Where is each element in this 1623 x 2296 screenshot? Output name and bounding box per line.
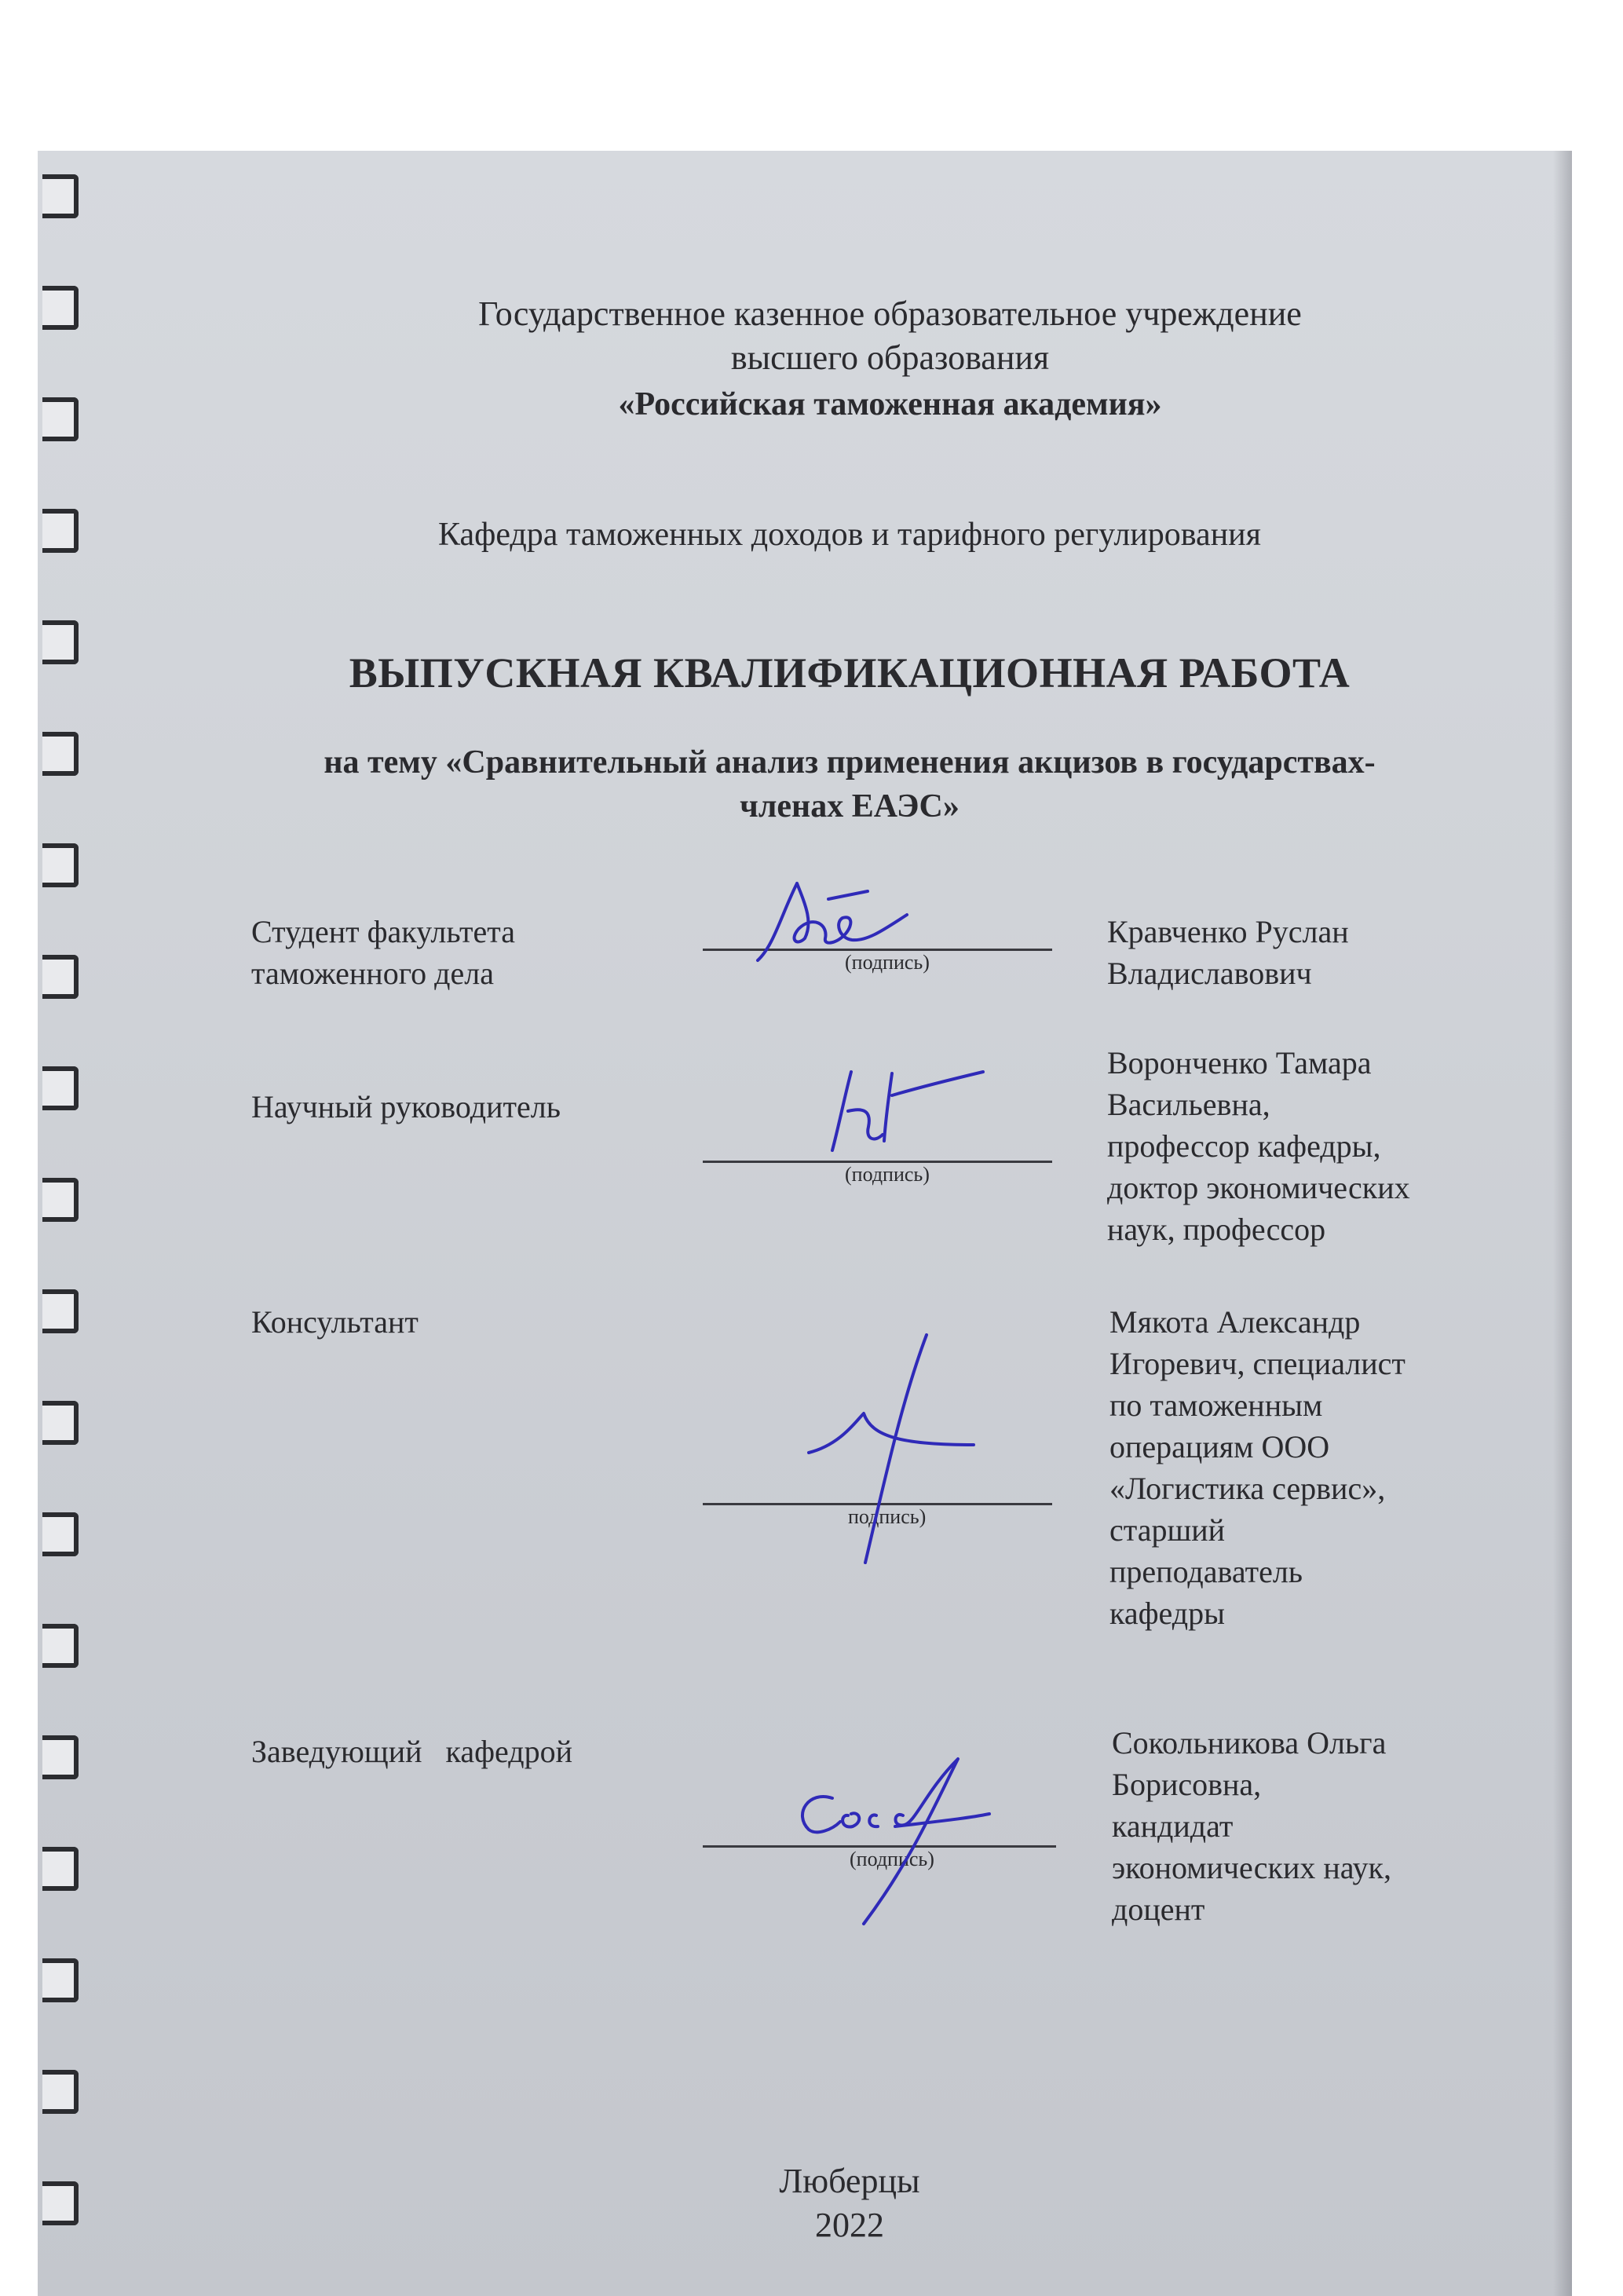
name-line: по таможенным <box>1109 1387 1323 1423</box>
binding-ring <box>42 1066 79 1110</box>
name-line: операциям ООО <box>1109 1429 1330 1464</box>
student-role <box>251 911 515 994</box>
student-name <box>1107 911 1349 994</box>
name-line: Воронченко Тамара <box>1107 1045 1372 1080</box>
supervisor-signature <box>817 1064 989 1158</box>
name-line: экономических наук, <box>1112 1850 1391 1885</box>
role-line: Заведующий кафедрой <box>251 1734 573 1769</box>
name-line: Борисовна, <box>1112 1767 1262 1802</box>
student-signature <box>750 868 938 970</box>
year: 2022 <box>815 2206 884 2244</box>
name-line: старший <box>1109 1512 1226 1548</box>
binding-ring <box>42 1847 79 1891</box>
name-line: кандидат <box>1112 1808 1234 1844</box>
role-line: Студент факультета <box>251 914 515 949</box>
binding-ring <box>42 1289 79 1333</box>
document-title: ВЫПУСКНАЯ КВАЛИФИКАЦИОННАЯ РАБОТА <box>349 649 1351 696</box>
name-line: Мякота Александр <box>1109 1304 1361 1340</box>
binding-ring <box>42 1735 79 1779</box>
binding-ring <box>42 843 79 887</box>
topic-line-2: членах ЕАЭС» <box>740 788 960 824</box>
role-line: таможенного дела <box>251 956 494 991</box>
role-line: Консультант <box>251 1304 419 1340</box>
supervisor-role <box>251 1086 561 1128</box>
head-signature <box>777 1743 1005 1932</box>
topic-line-1: на тему «Сравнительный анализ применения акцизов в государствах- <box>324 744 1376 781</box>
binding-ring <box>42 2070 79 2114</box>
signature-caption: (подпись) <box>850 1848 934 1870</box>
name-line: доктор экономических <box>1107 1170 1410 1205</box>
consultant-role <box>251 1301 419 1343</box>
role-line: Научный руководитель <box>251 1089 561 1124</box>
name-line: преподаватель <box>1109 1554 1303 1589</box>
spiral-binding <box>38 151 93 2296</box>
department-name: Кафедра таможенных доходов и тарифного регулирования <box>438 517 1261 553</box>
name-line: Сокольникова Ольга <box>1112 1725 1387 1760</box>
name-line: Васильевна, <box>1107 1087 1270 1122</box>
binding-ring <box>42 1958 79 2002</box>
signature-caption: подпись) <box>848 1505 927 1528</box>
supervisor-name <box>1107 1042 1410 1250</box>
binding-ring <box>42 1178 79 1222</box>
signature-caption: (подпись) <box>845 951 930 974</box>
binding-ring <box>42 174 79 218</box>
name-line: наук, профессор <box>1107 1212 1326 1247</box>
name-line: Игоревич, специалист <box>1109 1346 1406 1381</box>
binding-ring <box>42 1512 79 1556</box>
name-line: Кравченко Руслан <box>1107 914 1349 949</box>
head-role <box>251 1731 572 1772</box>
name-line: доцент <box>1112 1892 1205 1927</box>
name-line: Владиславович <box>1107 956 1312 991</box>
academy-name: «Российская таможенная академия» <box>618 386 1162 422</box>
name-line: «Логистика сервис», <box>1109 1471 1386 1506</box>
binding-ring <box>42 1401 79 1445</box>
consultant-name <box>1109 1301 1406 1634</box>
name-line: профессор кафедры, <box>1107 1128 1381 1164</box>
binding-ring <box>42 1624 79 1668</box>
signature-caption: (подпись) <box>845 1163 930 1186</box>
city: Люберцы <box>779 2162 920 2200</box>
consultant-signature <box>801 1327 981 1570</box>
paper-edge-shadow <box>1553 151 1572 2296</box>
head-name <box>1112 1722 1391 1930</box>
institution-line-2: высшего образования <box>730 338 1050 377</box>
name-line: кафедры <box>1109 1596 1225 1631</box>
institution-line-1: Государственное казенное образовательное учреждение <box>478 294 1302 333</box>
binding-ring <box>42 955 79 999</box>
